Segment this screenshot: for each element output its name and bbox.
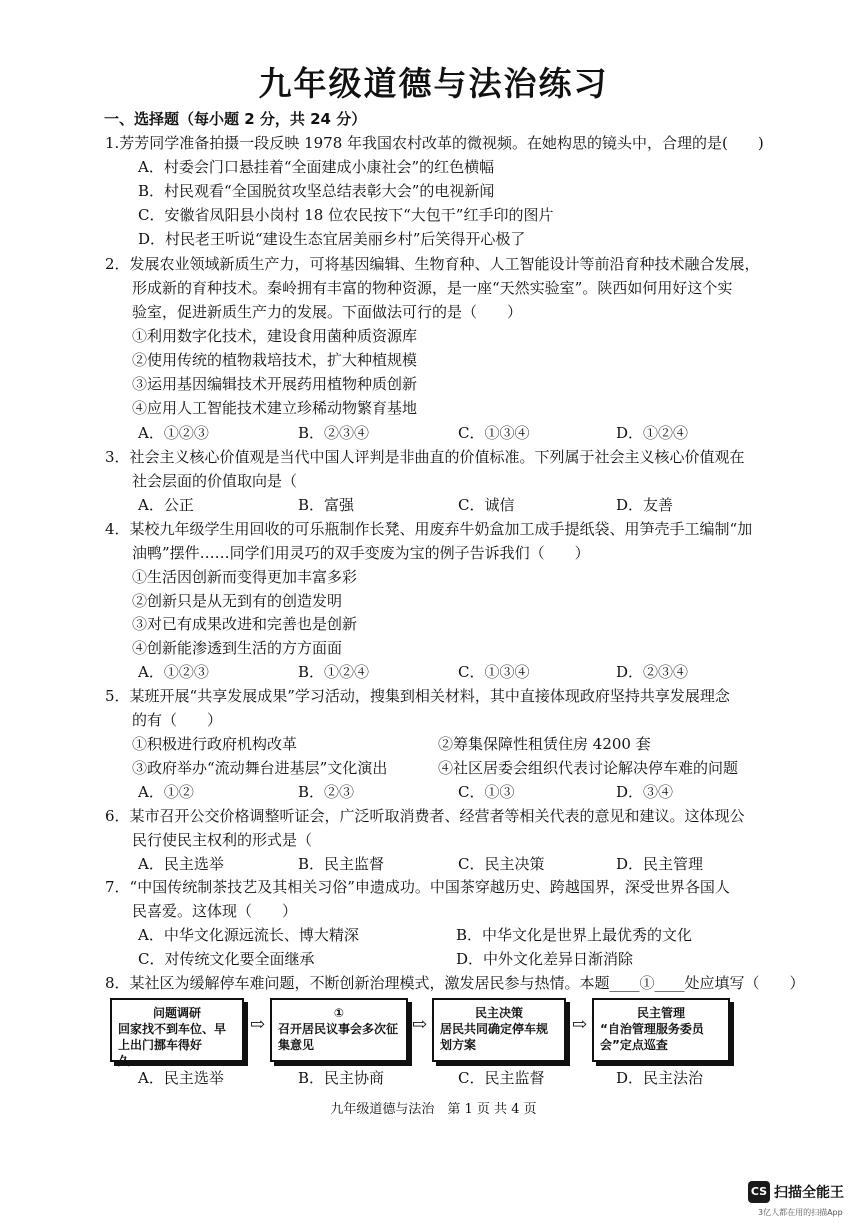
q1-option-b: B．村民观看“全国脱贫攻坚总结表彰大会”的电视新闻 — [138, 182, 495, 200]
flow-step-title: 民主管理 — [636, 1006, 685, 1020]
q2-option-d: D．①②④ — [616, 424, 689, 442]
page-footer: 九年级道德与法治 第 1 页 共 4 页 — [330, 1102, 537, 1117]
q6-stem-line1: 6．某市召开公交价格调整听证会，广泛听取消费者、经营者等相关代表的意见和建议。这体现公 — [105, 807, 745, 825]
q2-stem-line2: 形成新的育种技术。秦岭拥有丰富的物种资源，是一座“天然实验室”。陕西如何用好这个实 — [132, 279, 733, 297]
flow-step-blank — [270, 998, 408, 1062]
q7-option-b: B．中华文化是世界上最优秀的文化 — [456, 926, 693, 944]
q5-stem-line1: 5．某班开展“共享发展成果”学习活动，搜集到相关材料，其中直接体现政府坚持共享发展理念 — [105, 687, 730, 705]
q1-stem: 1.芳芳同学准备拍摄一段反映 1978 年我国农村改革的微视频。在她构思的镜头中，合理的是( ) — [105, 134, 764, 152]
q1-option-c: C．安徽省凤阳县小岗村 18 位农民按下“大包干”红手印的图片 — [138, 206, 554, 224]
flow-step-title: ① — [333, 1006, 345, 1020]
q3-option-a: A．公正 — [138, 496, 194, 514]
flow-step-body: 回家找不到车位、早上出门挪车得好久…… — [118, 1022, 227, 1068]
page-title: 九年级道德与法治练习 — [258, 64, 609, 103]
q2-statement-3: ③运用基因编辑技术开展药用植物种质创新 — [132, 375, 418, 393]
q1-option-a: A．村委会门口悬挂着“全面建成小康社会”的红色横幅 — [138, 158, 495, 176]
q5-option-b: B．②③ — [298, 783, 355, 801]
q8-option-c: C．民主监督 — [458, 1069, 545, 1087]
watermark-app-name: 扫描全能王 — [774, 1185, 844, 1201]
flow-arrow-icon: ⇨ — [250, 1014, 266, 1035]
flow-step-title: 问题调研 — [152, 1006, 201, 1020]
q2-option-a: A．①②③ — [138, 424, 209, 442]
q3-stem-line2: 社会层面的价值取向是（ — [132, 472, 298, 490]
q5-option-a: A．①② — [138, 783, 194, 801]
q6-stem-line2: 民行使民主权利的形式是（ — [132, 831, 313, 849]
q5-statement-3: ③政府举办“流动舞台进基层”文化演出 — [132, 759, 388, 777]
q2-option-b: B．②③④ — [298, 424, 370, 442]
q4-option-b: B．①②④ — [298, 663, 370, 681]
q2-option-c: C．①③④ — [458, 424, 530, 442]
q7-stem-line1: 7．“中国传统制茶技艺及其相关习俗”申遗成功。中国茶穿越历史、跨越国界，深受世界各国人 — [105, 878, 730, 896]
q4-stem-line2: 油鸭”摆件……同学们用灵巧的双手变废为宝的例子告诉我们（ ） — [132, 544, 590, 562]
flow-step-research — [110, 998, 244, 1068]
q4-statement-4: ④创新能渗透到生活的方方面面 — [132, 639, 343, 657]
q4-statement-3: ③对已有成果改进和完善也是创新 — [132, 615, 358, 633]
q4-statement-2: ②创新只是从无到有的创造发明 — [132, 592, 343, 610]
q8-stem: 8．某社区为缓解停车难问题，不断创新治理模式，激发居民参与热情。本题____①____处应填写（ ） — [105, 974, 805, 992]
watermark-tagline: 3亿人都在用的扫描App — [758, 1208, 843, 1217]
q2-stem-line3: 验室，促进新质生产力的发展。下面做法可行的是（ ） — [132, 303, 523, 321]
q7-option-d: D．中外文化差异日渐消除 — [456, 950, 634, 968]
q3-option-b: B．富强 — [298, 496, 355, 514]
cs-logo-icon: CS — [748, 1181, 770, 1203]
q2-statement-4: ④应用人工智能技术建立珍稀动物繁育基地 — [132, 399, 418, 417]
q7-option-a: A．中华文化源远流长、博大精深 — [138, 926, 359, 944]
q3-option-c: C．诚信 — [458, 496, 515, 514]
q4-statement-1: ①生活因创新而变得更加丰富多彩 — [132, 568, 358, 586]
flow-step-body: 居民共同确定停车规划方案 — [440, 1022, 549, 1052]
q2-stem-line1: 2．发展农业领域新质生产力，可将基因编辑、生物育种、人工智能设计等前沿育种技术融合发展， — [105, 255, 760, 273]
flow-step-title: 民主决策 — [474, 1006, 523, 1020]
q6-option-c: C．民主决策 — [458, 855, 545, 873]
q6-option-a: A．民主选举 — [138, 855, 224, 873]
q7-stem-line2: 民喜爱。这体现（ ） — [132, 902, 298, 920]
flow-step-decision — [432, 998, 566, 1062]
q8-option-a: A．民主选举 — [138, 1069, 224, 1087]
flow-step-body: 召开居民议事会多次征集意见 — [278, 1022, 399, 1052]
q8-option-b: B．民主协商 — [298, 1069, 385, 1087]
section-heading: 一、选择题（每小题 2 分，共 24 分） — [104, 110, 367, 128]
q8-option-d: D．民主法治 — [616, 1069, 704, 1087]
q5-option-d: D．③④ — [616, 783, 674, 801]
q7-option-c: C．对传统文化要全面继承 — [138, 950, 315, 968]
q5-option-c: C．①③ — [458, 783, 515, 801]
q1-option-d: D．村民老王听说“建设生态宜居美丽乡村”后笑得开心极了 — [138, 230, 526, 248]
flow-arrow-icon: ⇨ — [572, 1014, 588, 1035]
q3-option-d: D．友善 — [616, 496, 674, 514]
q6-option-d: D．民主管理 — [616, 855, 704, 873]
q5-statement-4: ④社区居委会组织代表讨论解决停车难的问题 — [438, 759, 739, 777]
q6-option-b: B．民主监督 — [298, 855, 385, 873]
flow-arrow-icon: ⇨ — [412, 1014, 428, 1035]
q4-stem-line1: 4．某校九年级学生用回收的可乐瓶制作长凳、用废弃牛奶盒加工成手提纸袋、用笋壳手工编制“加 — [105, 520, 753, 538]
q5-statement-1: ①积极进行政府机构改革 — [132, 735, 298, 753]
q5-statement-2: ②筹集保障性租赁住房 4200 套 — [438, 735, 651, 753]
q5-stem-line2: 的有（ ） — [132, 711, 223, 729]
q4-option-d: D．②③④ — [616, 663, 689, 681]
flow-step-management — [592, 998, 730, 1062]
flow-step-body: “自治管理服务委员会”定点巡查 — [600, 1022, 704, 1052]
q2-statement-1: ①利用数字化技术，建设食用菌种质资源库 — [132, 327, 418, 345]
q3-stem-line1: 3．社会主义核心价值观是当代中国人评判是非曲直的价值标准。下列属于社会主义核心价值观在 — [105, 448, 745, 466]
q4-option-a: A．①②③ — [138, 663, 209, 681]
q4-option-c: C．①③④ — [458, 663, 530, 681]
scanner-watermark — [748, 1179, 856, 1219]
q2-statement-2: ②使用传统的植物栽培技术，扩大种植规模 — [132, 351, 418, 369]
